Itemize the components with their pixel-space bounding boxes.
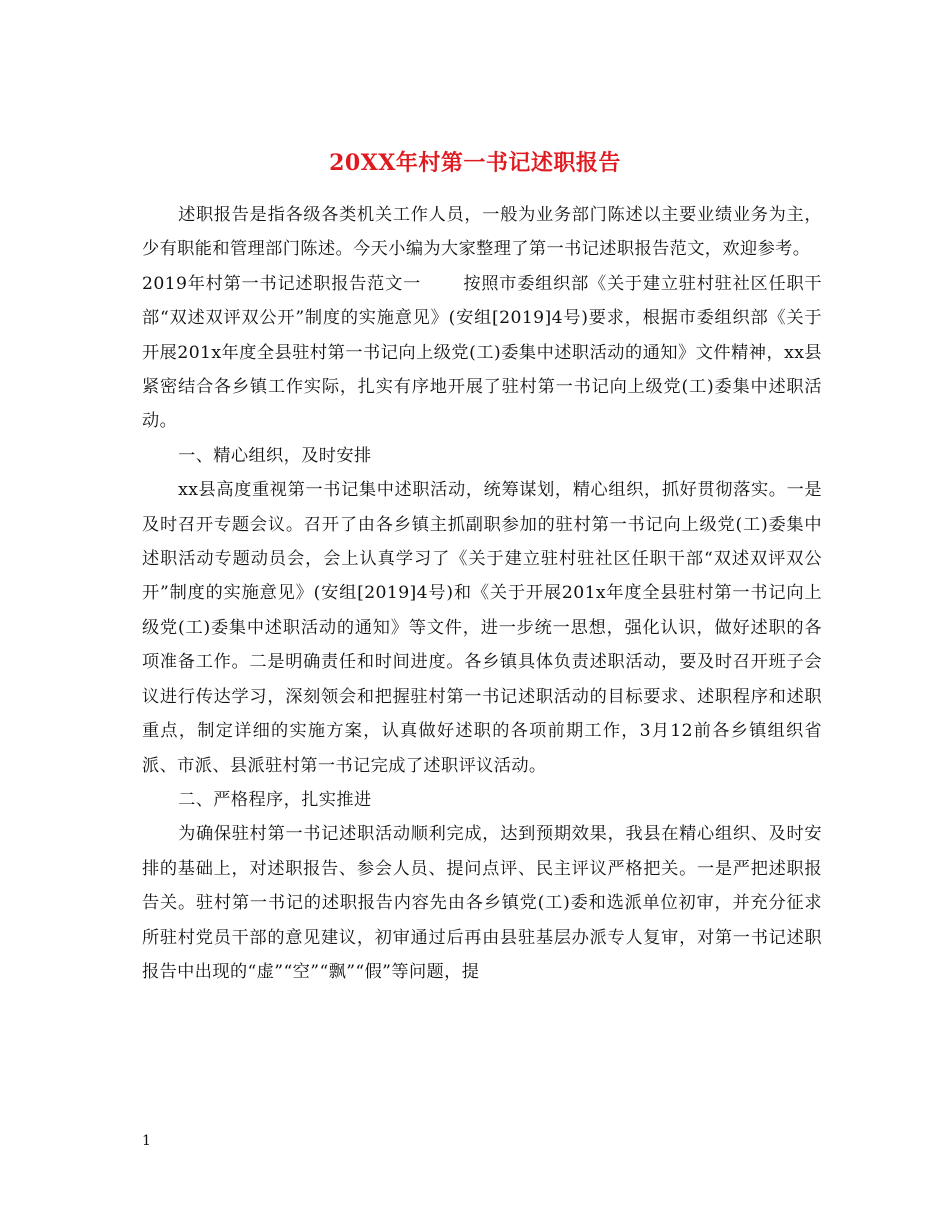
document-body bbox=[142, 198, 822, 989]
section-heading-1: 一、精心组织，及时安排 bbox=[178, 445, 372, 466]
section-body-2: 为确保驻村第一书记述职活动顺利完成，达到预期效果，我县在精心组织、及时安排的基础上，对述职报告、参会人员、提问点评、民主评议严格把关。一是严把述职报告关。驻村第一书记的述职报告内容先由各乡镇党(工)委和选派单位初审，并充分征求所驻村党员干部的意见建议，初审通过后再由县驻基层办派专人复审，对第一书记述职报告中出现的“虚”“空”“飘”“假”等问题，提 bbox=[142, 824, 822, 982]
sample-paragraph bbox=[142, 267, 822, 439]
intro-paragraph: 述职报告是指各级各类机关工作人员，一般为业务部门陈述以主要业绩业务为主，少有职能和管理部门陈述。今天小编为大家整理了第一书记述职报告范文，欢迎参考。 bbox=[142, 205, 822, 260]
section-body-1: xx县高度重视第一书记集中述职活动，统筹谋划，精心组织，抓好贯彻落实。一是及时召开专题会议。召开了由各乡镇主抓副职参加的驻村第一书记向上级党(工)委集中述职活动专题动员会，会上认真学习了《关于建立驻村驻社区任职干部“双述双评双公开”制度的实施意见》(安组[2019]4号)和《关于开展201x年度全县驻村第一书记向上级党(工)委集中述职活动的通知》等文件，进一步统一思想，强化认识，做好述职的各项准备工作。二是明确责任和时间进度。各乡镇具体负责述职活动，要及时召开班子会议进行传达学习，深刻领会和把握驻村第一书记述职活动的目标要求、述职程序和述职重点，制定详细的实施方案，认真做好述职的各项前期工作，3月12前各乡镇组织省派、市派、县派驻村第一书记完成了述职评议活动。 bbox=[142, 480, 822, 776]
sample-heading: 2019年村第一书记述职报告范文一 bbox=[142, 273, 422, 294]
section-heading-2: 二、严格程序，扎实推进 bbox=[178, 789, 372, 810]
sample-opening: 按照市委组织部《关于建立驻村驻社区任职干部“双述双评双公开”制度的实施意见》(安组[2019]4号)要求，根据市委组织部《关于开展201x年度全县驻村第一书记向上级党(工)委集中述职活动的通知》文件精神，xx县紧密结合各乡镇工作实际，扎实有序地开展了驻村第一书记向上级党(工)委集中述职活动。 bbox=[142, 273, 822, 432]
page-number: 1 bbox=[142, 1133, 151, 1149]
document-title: 20XX年村第一书记述职报告 bbox=[329, 149, 621, 176]
